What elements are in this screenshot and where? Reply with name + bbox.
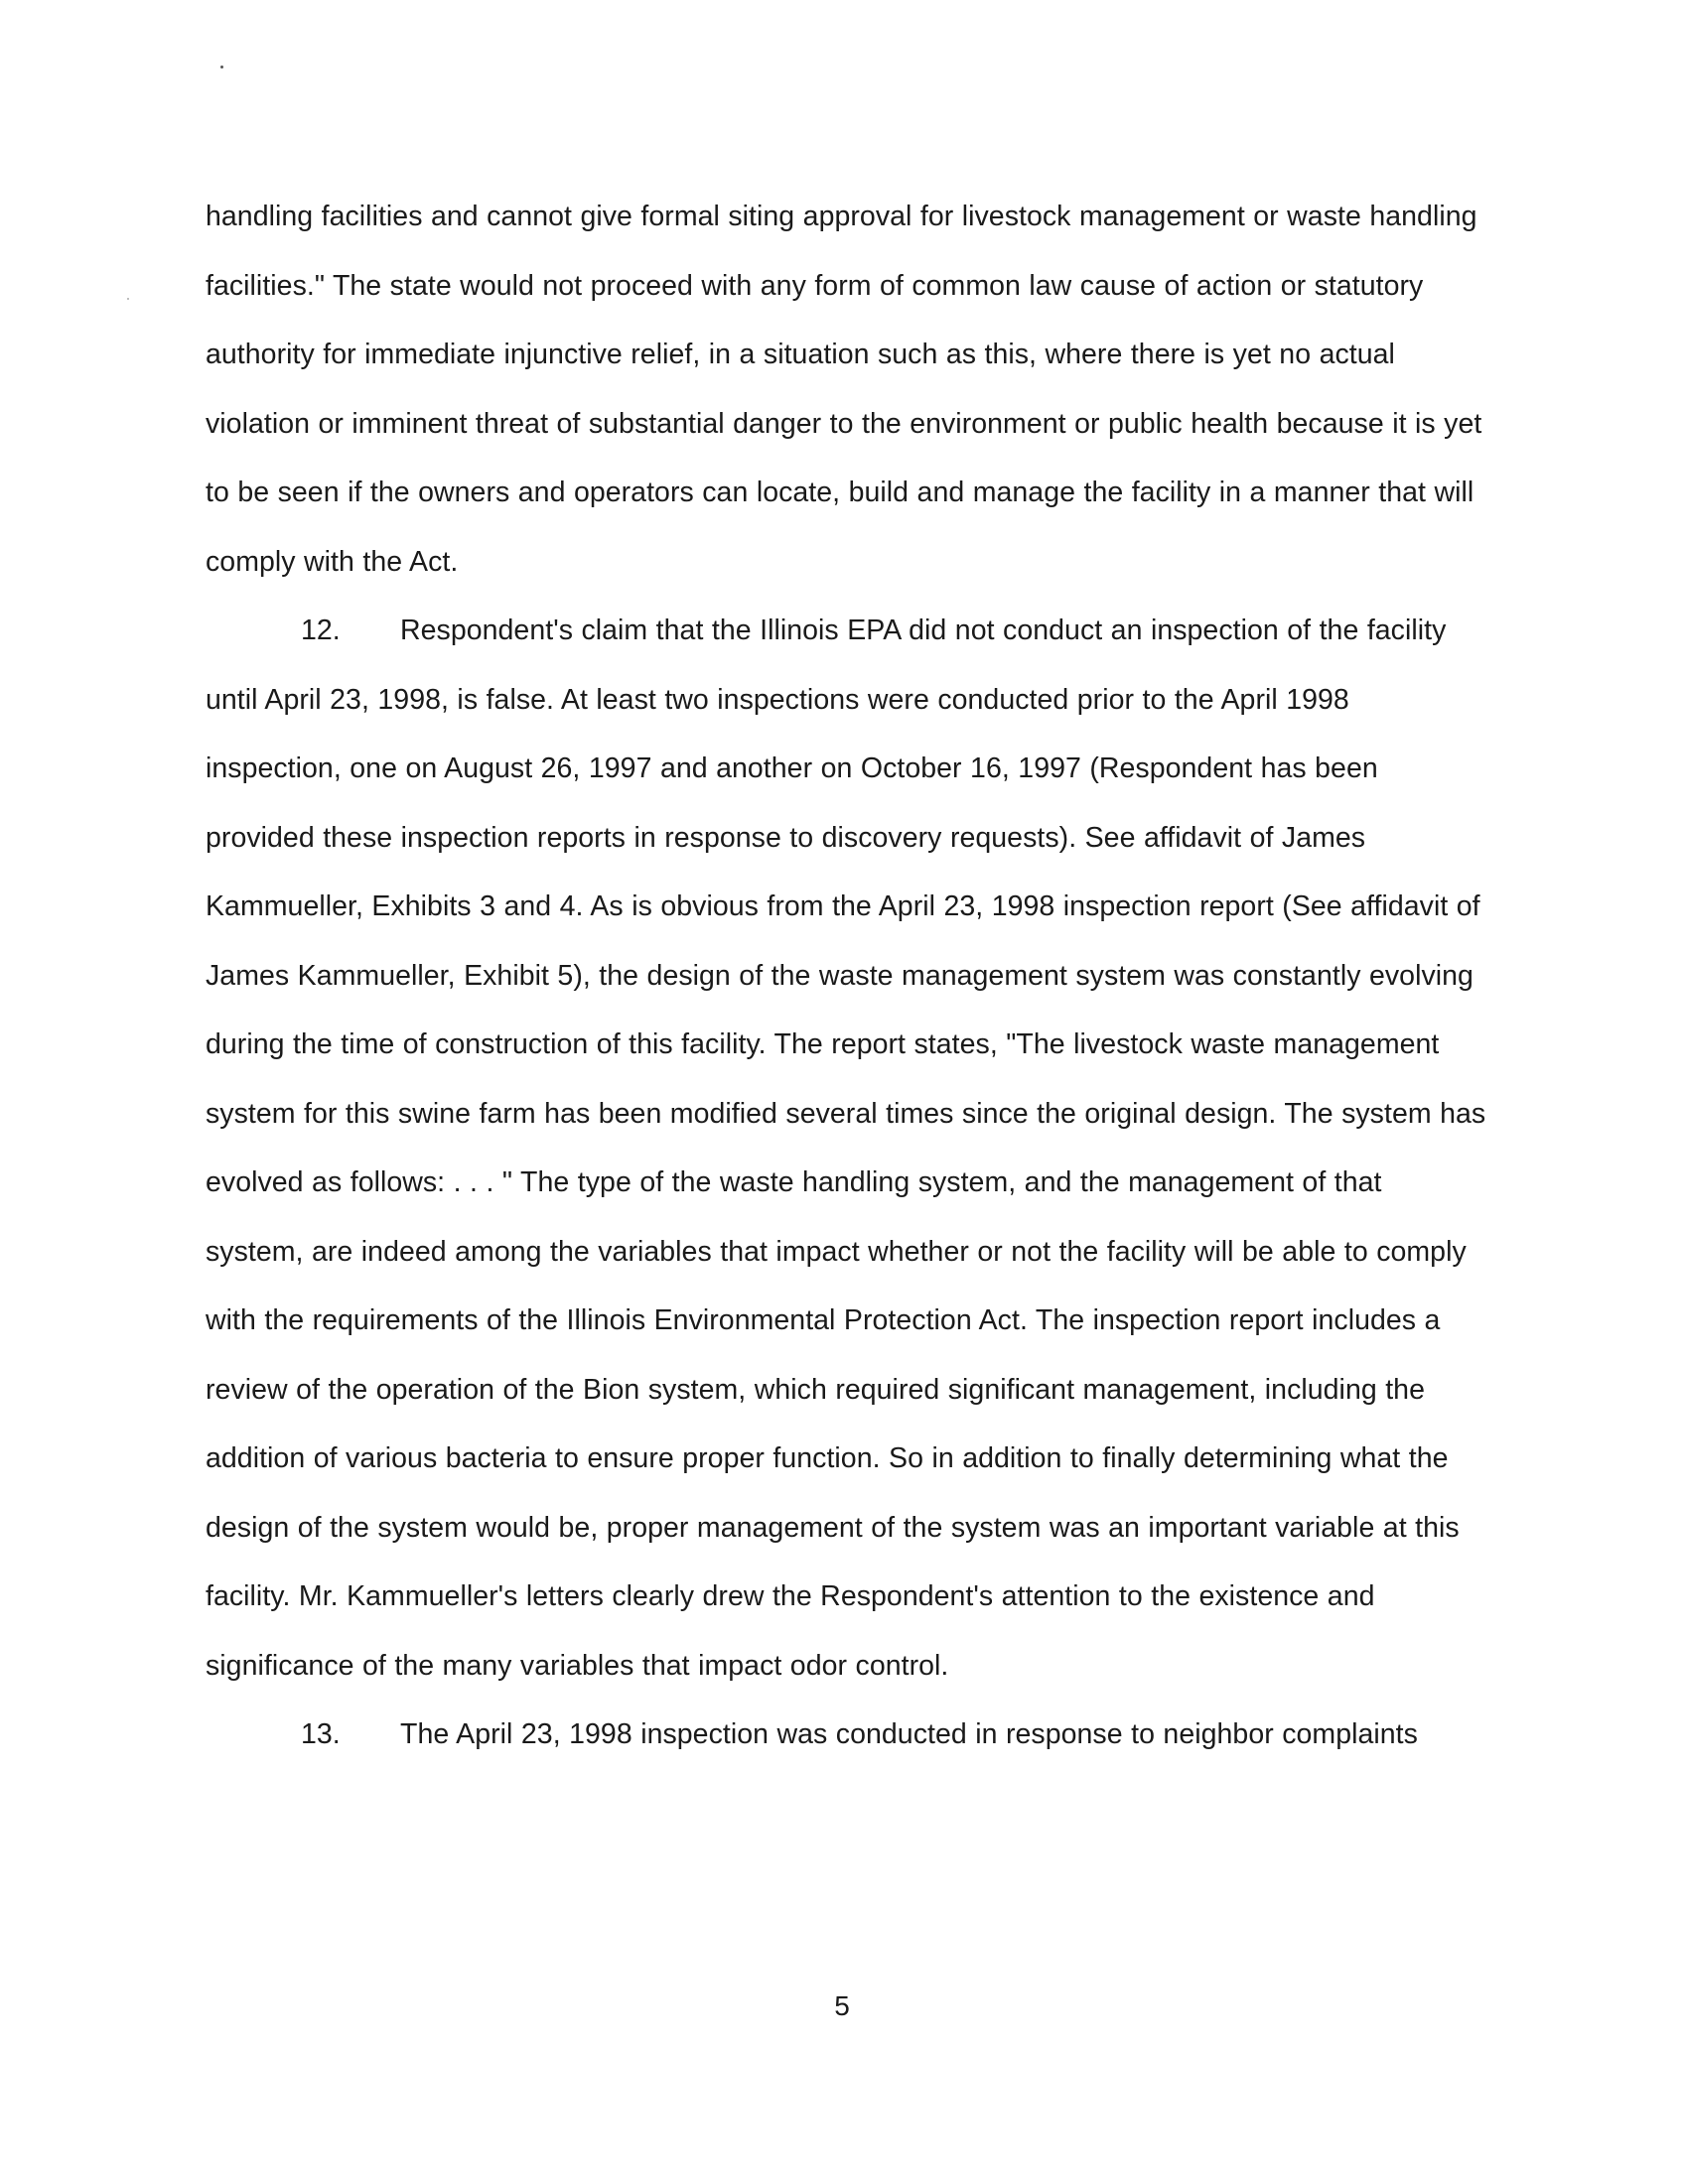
paragraph-text: Respondent's claim that the Illinois EPA did not conduct an inspection of the facility until April 23, 1998, is false. At least two inspections were conducted prior to the April 1998 inspection, one on August 26, 1997 and another on October 16, 1997 (Respondent has been provided these inspection reports in response to discovery requests). See affidavit of James Kammueller, Exhibits 3 and 4. As is obvious from the April 23, 1998 inspection report (See affidavit of James Kammueller, Exhibit 5), the design of the waste management system was constantly evolving during the time of construction of this facility. The report states, "The livestock waste management system for this swine farm has been modified several times since the original design. The system has evolved as follows: . . . " The type of the waste handling system, and the management of that system, are indeed among the variables that impact whether or not the facility will be able to comply with the requirements of the Illinois Environmental Protection Act. The inspection report includes a review of the operation of the Bion system, which required significant management, including the addition of various bacteria to ensure proper function. So in addition to finally determining what the design of the system would be, proper management of the system was an important variable at this facility. Mr. Kammueller's letters clearly drew the Respondent's attention to the existence and significance of the many variables that impact odor control. [206,614,1486,1682]
document-body [206,183,1486,1770]
scan-speck [127,298,129,300]
scan-speck [220,66,223,68]
continuation-paragraph: handling facilities and cannot give formal siting approval for livestock management or waste handling facilities." The state would not proceed with any form of common law cause of action or statutory authority for immediate injunctive relief, in a situation such as this, where there is yet no actual violation or imminent threat of substantial danger to the environment or public health because it is yet to be seen if the owners and operators can locate, build and manage the facility in a manner that will comply with the Act. [206,201,1482,578]
paragraph-13 [206,1701,1486,1770]
paragraph-12 [206,597,1486,1701]
paragraph-text: The April 23, 1998 inspection was conducted in response to neighbor complaints [400,1718,1418,1750]
paragraph-number: 13. [301,1718,341,1750]
paragraph-number: 12. [301,614,341,646]
page-number: 5 [834,1990,850,2021]
